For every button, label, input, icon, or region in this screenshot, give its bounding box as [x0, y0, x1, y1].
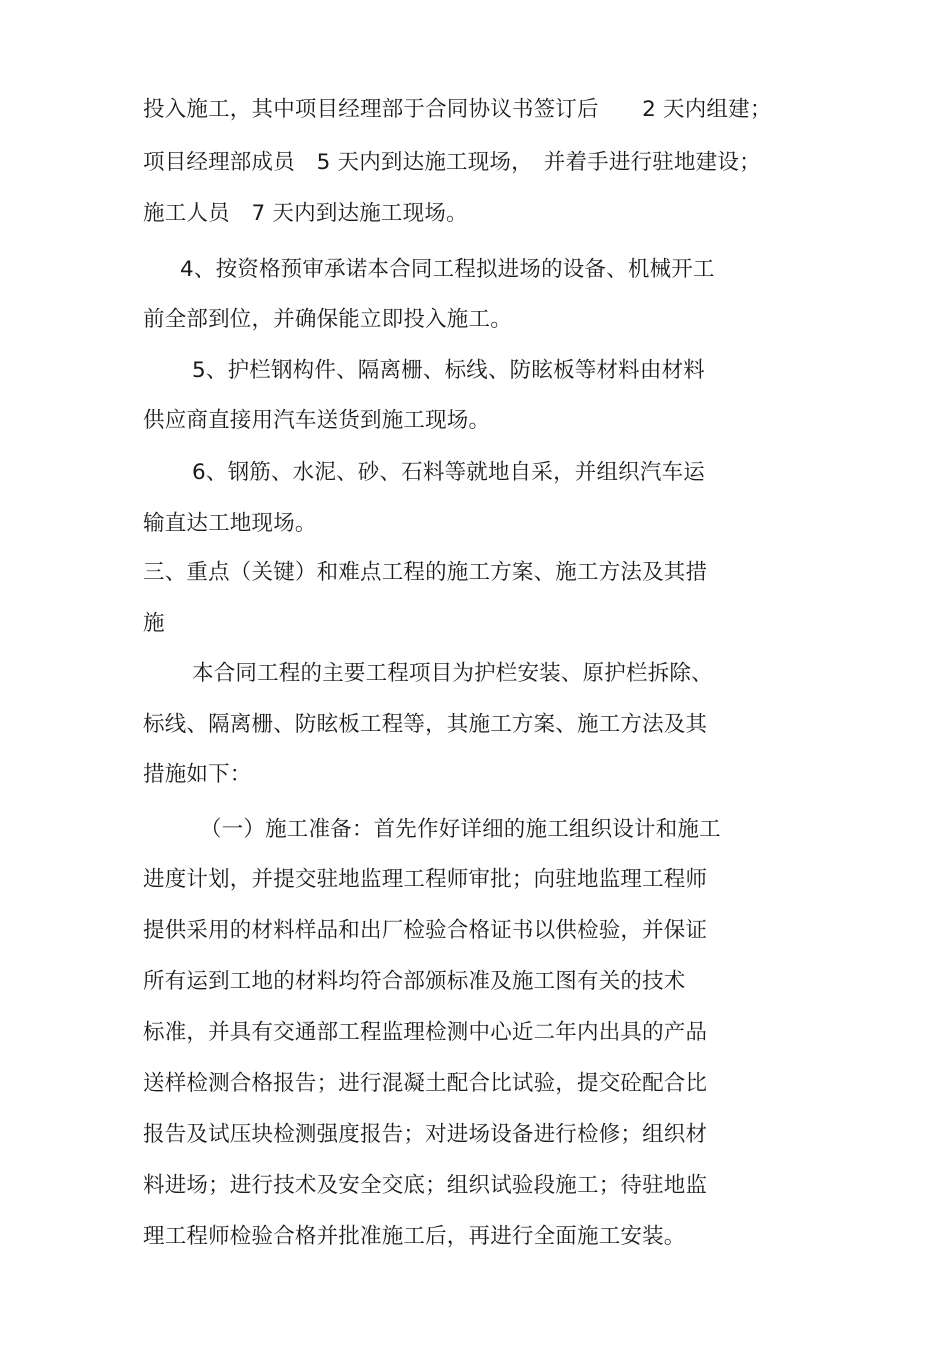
- text-line: 进度计划，并提交驻地监理工程师审批；向驻地监理工程师: [143, 867, 708, 892]
- text-line: 料进场；进行技术及安全交底；组织试验段施工；待驻地监: [143, 1173, 708, 1198]
- text-line: 标准，并具有交通部工程监理检测中心近二年内出具的产品: [143, 1020, 708, 1045]
- text-line: 报告及试压块检测强度报告；对进场设备进行检修；组织材: [143, 1122, 708, 1147]
- text-line: 送样检测合格报告；进行混凝土配合比试验，提交砼配合比: [143, 1071, 708, 1096]
- text-line: 4、按资格预审承诺本合同工程拟进场的设备、机械开工: [180, 257, 715, 282]
- text-line: 项目经理部成员 5 天内到达施工现场， 并着手进行驻地建设；: [143, 150, 761, 175]
- text-line: 输直达工地现场。: [143, 511, 317, 536]
- text-line: 投入施工，其中项目经理部于合同协议书签订后 2 天内组建；: [143, 97, 772, 122]
- text-line: 提供采用的材料样品和出厂检验合格证书以供检验，并保证: [143, 918, 708, 943]
- text-line: 5、护栏钢构件、隔离栅、标线、防眩板等材料由材料: [192, 358, 705, 383]
- text-line: 施工人员 7 天内到达施工现场。: [143, 201, 468, 226]
- text-line: 标线、隔离栅、防眩板工程等，其施工方案、施工方法及其: [143, 712, 708, 737]
- text-line: 所有运到工地的材料均符合部颁标准及施工图有关的技术: [143, 969, 686, 994]
- text-line: 本合同工程的主要工程项目为护栏安装、原护栏拆除、: [192, 661, 713, 686]
- text-line: （一）施工准备：首先作好详细的施工组织设计和施工: [200, 817, 721, 842]
- section-heading: 三、重点（关键）和难点工程的施工方案、施工方法及其措: [143, 560, 708, 585]
- section-heading: 施: [143, 611, 165, 636]
- text-line: 理工程师检验合格并批准施工后，再进行全面施工安装。: [143, 1224, 686, 1249]
- text-line: 供应商直接用汽车送货到施工现场。: [143, 408, 491, 433]
- text-line: 措施如下：: [143, 762, 252, 787]
- text-line: 前全部到位，并确保能立即投入施工。: [143, 307, 512, 332]
- text-line: 6、钢筋、水泥、砂、石料等就地自采，并组织汽车运: [192, 460, 705, 485]
